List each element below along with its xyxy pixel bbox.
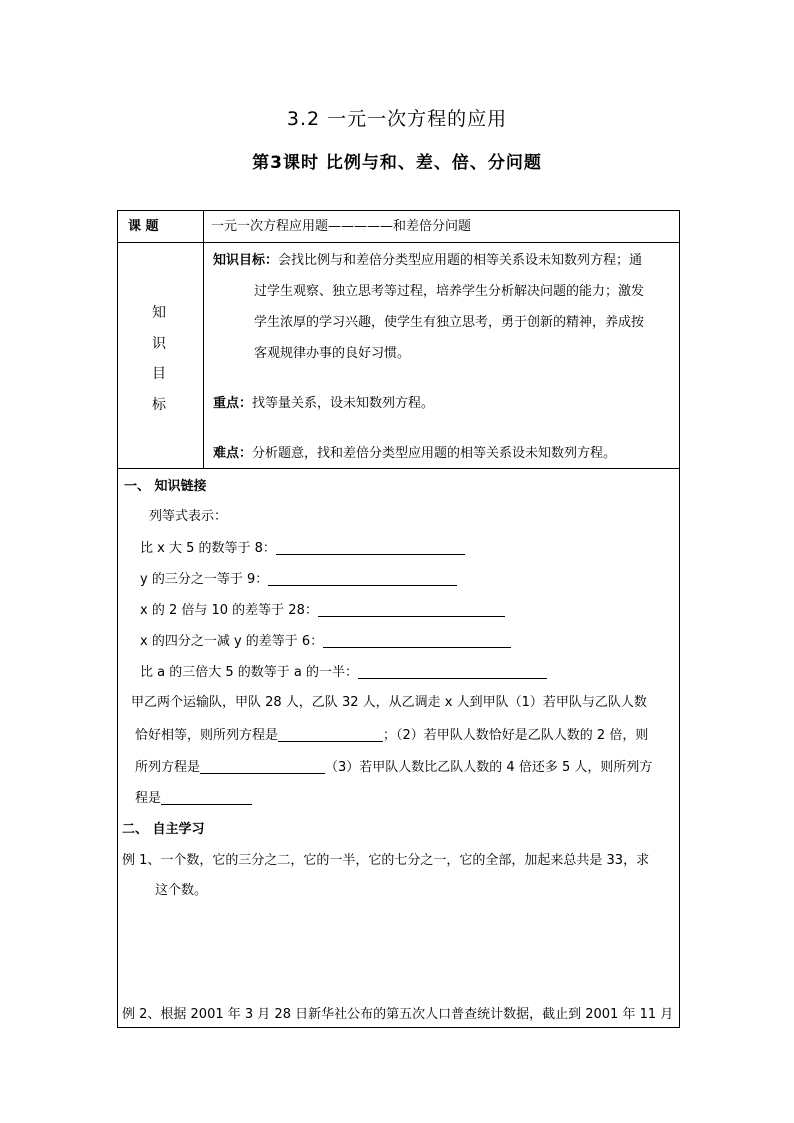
difficulty: [213, 447, 616, 460]
knowledge-goal-line: 学生浓厚的学习兴趣，使学生有独立思考，勇于创新的精神，养成按: [254, 315, 645, 330]
equation-item: [140, 665, 547, 679]
equation-item-text: 比 a 的三倍大 5 的数等于 a 的一半：: [140, 665, 358, 680]
problem-text: （3）若甲队人数比乙队人数的 4 倍还多 5 人，则所列方: [325, 760, 653, 775]
key-point-label: 重点：: [213, 396, 253, 411]
knowledge-goal-label: 知识目标：: [213, 253, 279, 268]
key-point-text: 找等量关系，设未知数列方程。: [252, 396, 435, 411]
objectives-label-char: 知: [152, 305, 166, 321]
column-divider: [203, 211, 204, 468]
key-point: [213, 397, 434, 410]
answer-blank[interactable]: [161, 791, 252, 805]
answer-blank[interactable]: [323, 634, 511, 648]
objectives-label-char: 目: [152, 366, 166, 382]
equation-item: [140, 634, 511, 648]
lesson-title: 3.2 一元一次方程的应用: [286, 108, 508, 130]
difficulty-text: 分析题意，找和差倍分类型应用题的相等关系设未知数列方程。: [252, 446, 617, 461]
objectives-label-char: 识: [152, 336, 166, 352]
knowledge-goal: [213, 254, 642, 267]
answer-blank[interactable]: [358, 665, 547, 679]
knowledge-goal-line: 客观规律办事的良好习惯。: [254, 346, 411, 361]
equation-item: [140, 541, 465, 555]
equation-item: [140, 572, 457, 586]
difficulty-label: 难点：: [213, 446, 253, 461]
section-self-study-heading: 二、 自主学习: [122, 822, 205, 837]
section-knowledge-link-heading: 一、 知识链接: [124, 479, 207, 494]
example-1-line: 例 1、一个数，它的三分之二，它的一半，它的七分之一，它的全部，加起来总共是 33，求: [122, 853, 650, 868]
equation-item-text: x 的 2 倍与 10 的差等于 28：: [140, 603, 318, 618]
equation-item-text: 比 x 大 5 的数等于 8：: [140, 541, 276, 556]
transport-problem-line: 甲乙两个运输队，甲队 28 人，乙队 32 人，从乙调走 x 人到甲队（1）若甲队与乙队人数: [131, 695, 647, 710]
answer-blank[interactable]: [278, 728, 383, 742]
example-1-line: 这个数。: [155, 883, 208, 898]
problem-text: 程是: [135, 791, 162, 806]
answer-blank[interactable]: [276, 541, 465, 555]
row-divider: [118, 468, 679, 469]
equation-item: [140, 603, 505, 617]
problem-text: 恰好相等，则所列方程是: [135, 728, 279, 743]
answer-blank[interactable]: [268, 572, 457, 586]
transport-problem-line: [135, 728, 648, 742]
transport-problem-line: [135, 760, 652, 774]
example-2-line: 例 2、根据 2001 年 3 月 28 日新华社公布的第五次人口普查统计数据，截止到 2001 年 11 月: [122, 1007, 674, 1022]
transport-problem-line: [135, 791, 252, 805]
topic-value: 一元一次方程应用题—————和差倍分问题: [211, 219, 472, 234]
lesson-table: [117, 210, 680, 1028]
answer-blank[interactable]: [318, 603, 505, 617]
knowledge-goal-line: 过学生观察、独立思考等过程，培养学生分析解决问题的能力；激发: [254, 284, 645, 299]
knowledge-goal-line: 会找比例与和差倍分类型应用题的相等关系设未知数列方程；通: [278, 253, 643, 268]
objectives-label-char: 标: [152, 397, 166, 413]
equation-item-text: x 的四分之一减 y 的差等于 6：: [140, 634, 324, 649]
problem-text: 所列方程是: [135, 760, 201, 775]
equation-intro: 列等式表示：: [149, 509, 228, 524]
lesson-subtitle: 第3课时 比例与和、差、倍、分问题: [252, 153, 542, 173]
equation-item-text: y 的三分之一等于 9：: [140, 572, 269, 587]
topic-label: 课 题: [128, 219, 159, 234]
answer-blank[interactable]: [200, 760, 325, 774]
problem-text: ；（2）若甲队人数恰好是乙队人数的 2 倍，则: [383, 728, 649, 743]
